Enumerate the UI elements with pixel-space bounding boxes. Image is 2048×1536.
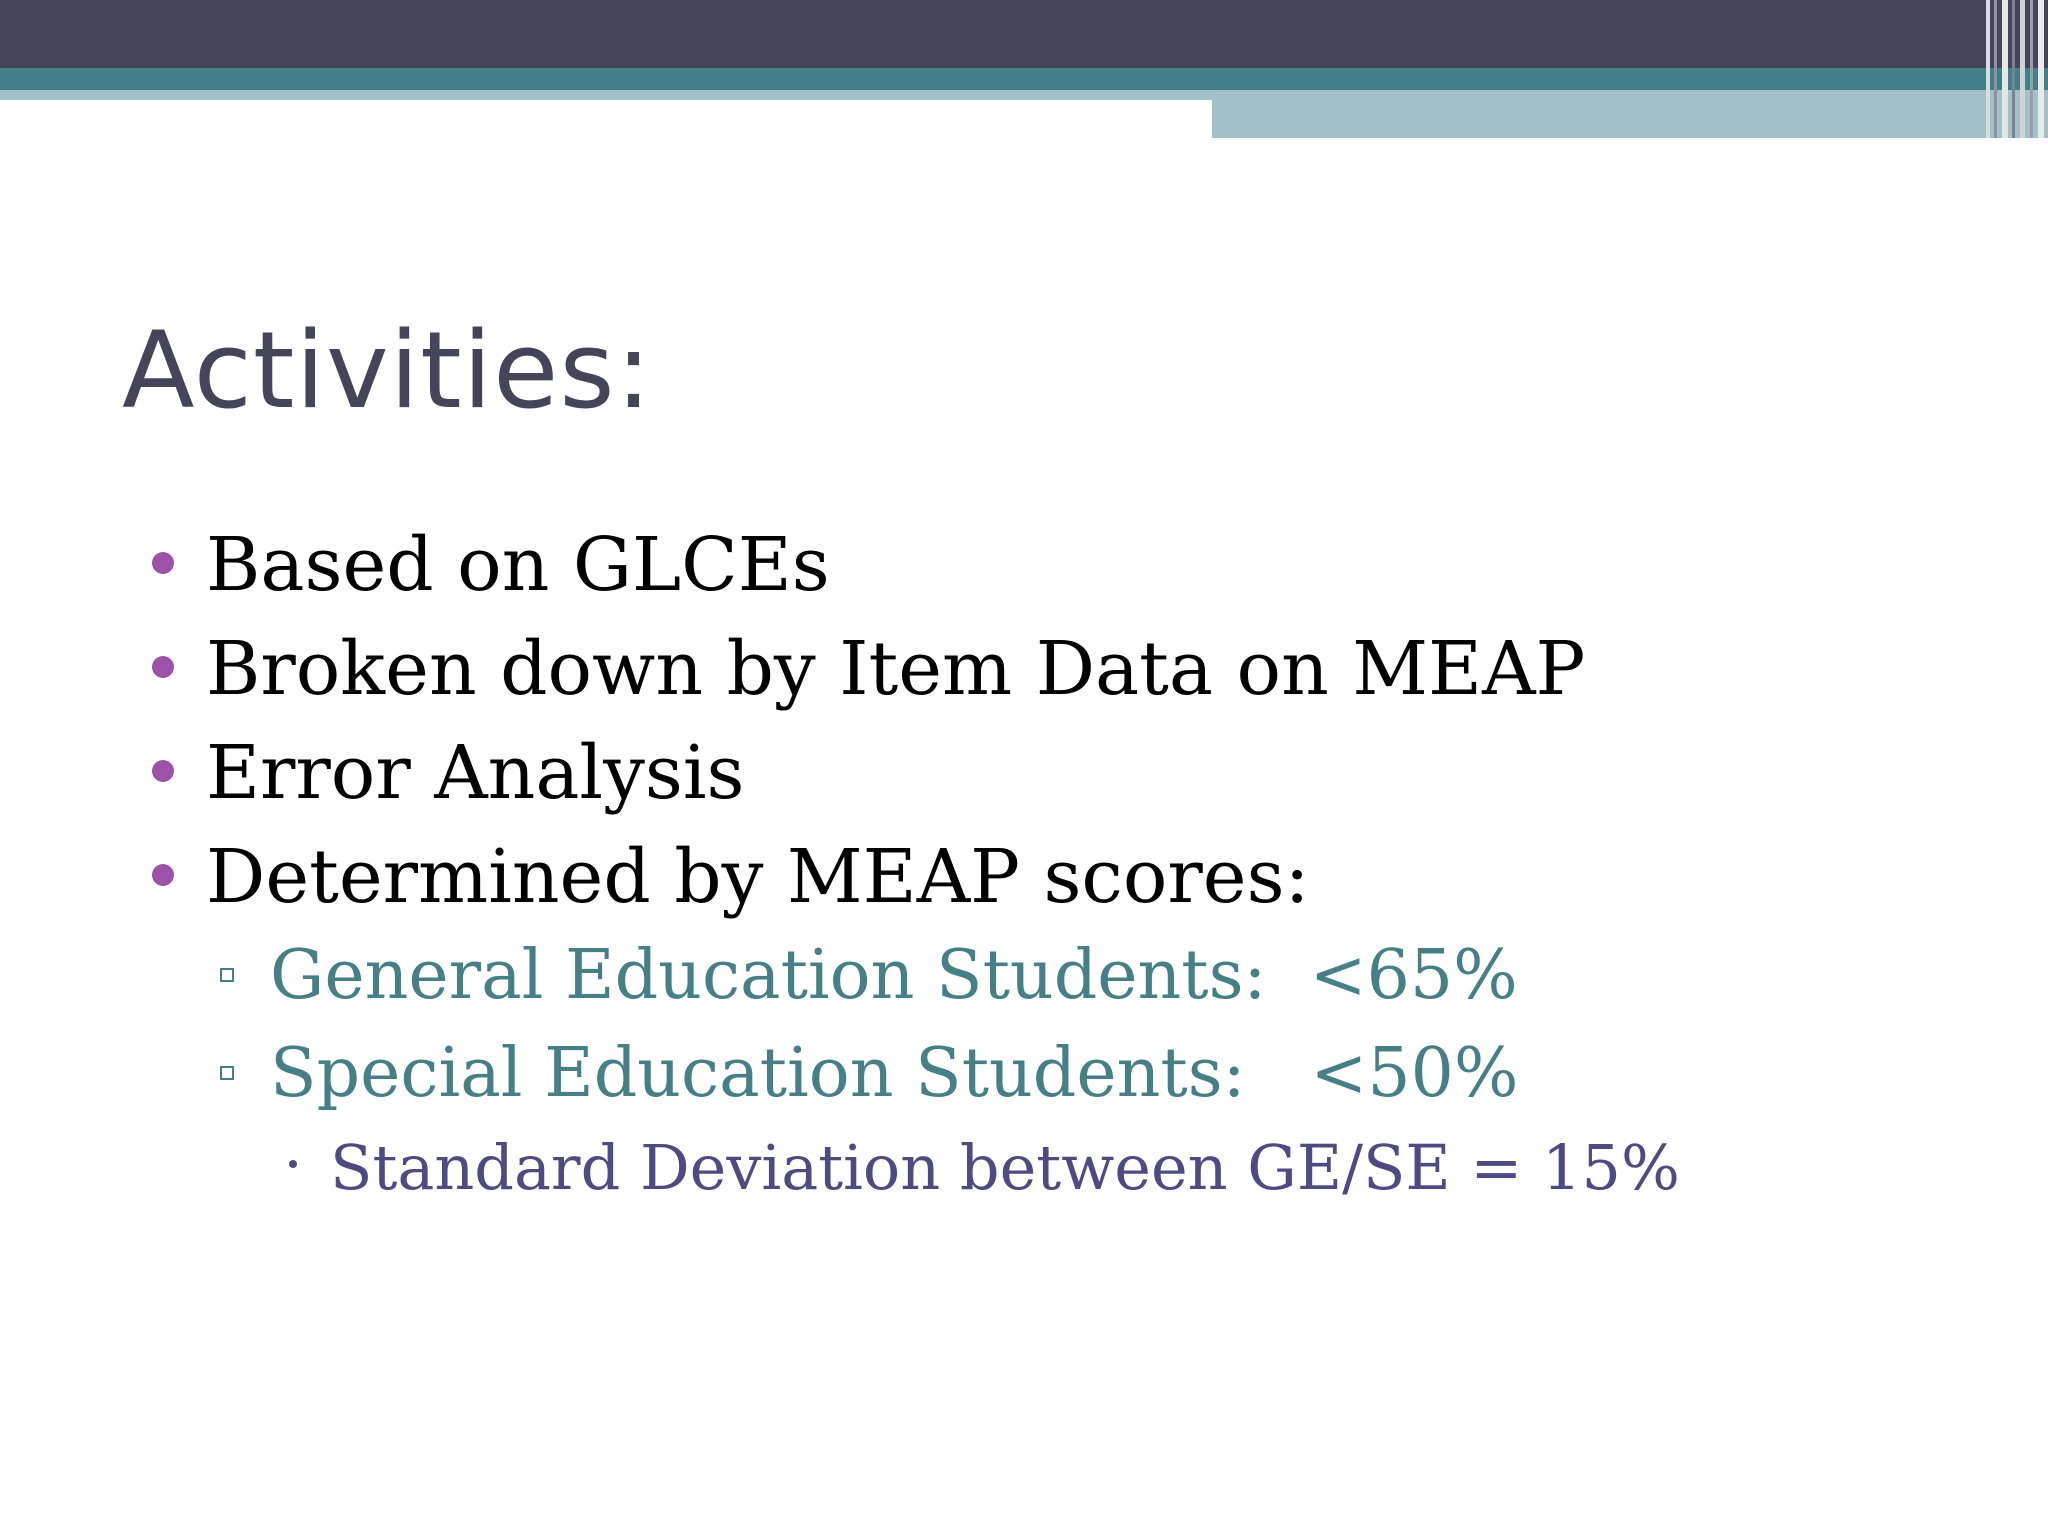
bullet-dot-icon — [152, 552, 174, 574]
bullet-item — [0, 624, 2048, 728]
edge-stripe — [2030, 0, 2033, 138]
edge-stripe — [2038, 0, 2044, 138]
bullet-item — [0, 728, 2048, 832]
bullet-text: Based on GLCEs — [206, 522, 830, 608]
bullet-dot-icon — [152, 760, 174, 782]
square-bullet-icon — [220, 1066, 234, 1080]
bullet-dot-icon — [152, 656, 174, 678]
bullet-item — [0, 832, 2048, 936]
edge-stripe — [2002, 0, 2008, 138]
bullet-text: Determined by MEAP scores: — [206, 834, 1310, 920]
small-dot-icon — [289, 1160, 297, 1168]
header-band-teal — [0, 68, 2048, 90]
bullet-list — [0, 520, 2048, 1222]
edge-stripe — [1994, 0, 1997, 138]
bullet-item — [0, 520, 2048, 624]
sub-bullet-item — [0, 1034, 2048, 1132]
sub-bullet-item — [0, 936, 2048, 1034]
bullet-dot-icon — [152, 864, 174, 886]
edge-stripe — [1986, 0, 1990, 138]
sub-sub-bullet-text: Standard Deviation between GE/SE = 15% — [330, 1131, 1680, 1204]
edge-stripe — [2012, 0, 2015, 138]
header-band-light-left — [0, 90, 1212, 100]
edge-stripe — [2020, 0, 2025, 138]
sub-bullet-text: General Education Students: <65% — [270, 936, 1518, 1015]
slide-title: Activities: — [122, 309, 653, 432]
header-band-light-right — [1212, 90, 2048, 138]
sub-bullet-text: Special Education Students: <50% — [270, 1034, 1519, 1113]
bullet-text: Error Analysis — [206, 730, 745, 816]
square-bullet-icon — [220, 968, 234, 982]
header-band-dark — [0, 0, 2048, 68]
bullet-text: Broken down by Item Data on MEAP — [206, 626, 1586, 712]
sub-sub-bullet-item — [0, 1132, 2048, 1222]
